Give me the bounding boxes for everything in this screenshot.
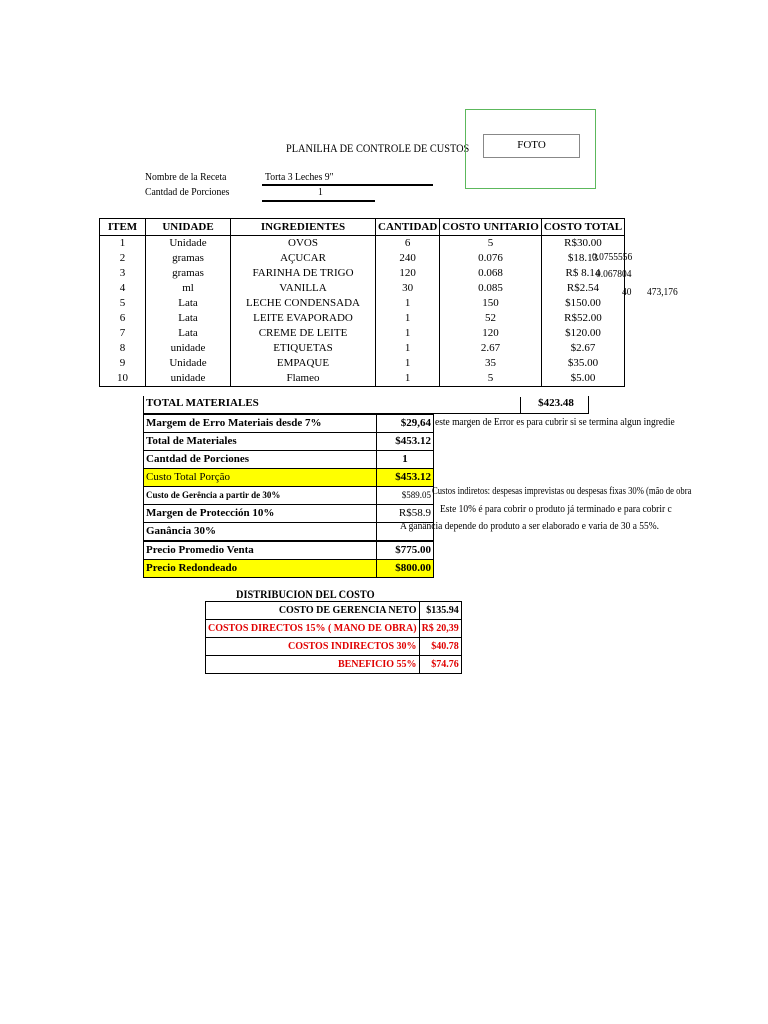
cell-ingredient: LEITE EVAPORADO <box>231 311 376 326</box>
cell-item: 5 <box>100 296 146 311</box>
cell-unit: ml <box>146 281 231 296</box>
cell-unit: Lata <box>146 311 231 326</box>
cell-unit-cost: 150 <box>440 296 541 311</box>
cell-total-cost: R$ 8.14 <box>541 266 624 281</box>
cell-total-cost: R$52.00 <box>541 311 624 326</box>
side-note-row3: 0.067804 <box>596 268 632 280</box>
distribution-value: $74.76 <box>419 656 461 674</box>
col-header-unit: UNIDADE <box>146 219 231 236</box>
summary-label: Ganância 30% <box>144 523 377 542</box>
summary-row <box>144 469 434 487</box>
cell-unit-cost: 2.67 <box>440 341 541 356</box>
table-row <box>100 296 625 311</box>
cell-item: 8 <box>100 341 146 356</box>
cell-quantity: 1 <box>376 326 440 341</box>
cell-unit: gramas <box>146 251 231 266</box>
cell-quantity: 120 <box>376 266 440 281</box>
summary-row <box>144 560 434 578</box>
summary-label: Precio Promedio Venta <box>144 541 377 560</box>
distribution-label: BENEFICIO 55% <box>206 656 420 674</box>
distribution-label: COSTO DE GERENCIA NETO <box>206 602 420 620</box>
ingredients-table <box>99 218 625 387</box>
cell-unit: unidade <box>146 341 231 356</box>
summary-value: 1 <box>377 451 434 469</box>
cell-ingredient: ETIQUETAS <box>231 341 376 356</box>
col-header-item: ITEM <box>100 219 146 236</box>
summary-label: Total de Materiales <box>144 433 377 451</box>
summary-row <box>144 505 434 523</box>
cell-quantity: 1 <box>376 341 440 356</box>
cell-quantity: 1 <box>376 311 440 326</box>
summary-value: $453.12 <box>377 433 434 451</box>
recipe-name-underline <box>262 184 433 186</box>
recipe-name-label: Nombre de la Receta <box>145 171 227 183</box>
recipe-name-value[interactable]: Torta 3 Leches 9" <box>265 171 334 183</box>
cell-item: 10 <box>100 371 146 387</box>
photo-placeholder: FOTO <box>483 134 580 158</box>
note-protection: Este 10% é para cobrir o produto já terminado e para cobrir c <box>440 503 672 515</box>
note-indirect-costs: Custos indiretos: despesas imprevistas ou despesas fixas 30% (mão de obra <box>432 486 692 497</box>
cell-quantity: 1 <box>376 371 440 387</box>
cell-ingredient: OVOS <box>231 236 376 252</box>
cell-unit: gramas <box>146 266 231 281</box>
summary-value: $800.00 <box>377 560 434 578</box>
distribution-label: COSTOS DIRECTOS 15% ( MANO DE OBRA) <box>206 620 420 638</box>
cell-unit-cost: 52 <box>440 311 541 326</box>
summary-row <box>144 487 434 505</box>
summary-value: $589.05 <box>377 487 434 505</box>
table-row <box>100 341 625 356</box>
sheet-title: PLANILHA DE CONTROLE DE CUSTOS <box>286 141 470 155</box>
table-row <box>100 326 625 341</box>
portions-underline <box>262 200 375 202</box>
cell-total-cost: R$30.00 <box>541 236 624 252</box>
summary-value: R$58.9 <box>377 505 434 523</box>
side-note-row4b: 473,176 <box>647 286 678 298</box>
summary-value: $775.00 <box>377 541 434 560</box>
cell-ingredient: VANILLA <box>231 281 376 296</box>
distribution-row <box>206 656 462 674</box>
note-profit: A ganância depende do produto a ser elaborado e varia de 30 a 55%. <box>400 520 660 532</box>
cell-unit-cost: 0.076 <box>440 251 541 266</box>
cell-total-cost: $2.67 <box>541 341 624 356</box>
cell-quantity: 1 <box>376 296 440 311</box>
table-row <box>100 371 625 387</box>
summary-table <box>143 414 434 578</box>
table-row <box>100 266 625 281</box>
cell-item: 3 <box>100 266 146 281</box>
cell-quantity: 1 <box>376 356 440 371</box>
cell-unit: Lata <box>146 326 231 341</box>
cell-total-cost: R$2.54 <box>541 281 624 296</box>
summary-value: $453.12 <box>377 469 434 487</box>
summary-label: Precio Redondeado <box>144 560 377 578</box>
cell-item: 1 <box>100 236 146 252</box>
summary-row <box>144 523 434 542</box>
cell-item: 7 <box>100 326 146 341</box>
cell-unit-cost: 0.085 <box>440 281 541 296</box>
side-note-row4a: 40 <box>622 286 632 298</box>
distribution-row <box>206 638 462 656</box>
cell-ingredient: FARINHA DE TRIGO <box>231 266 376 281</box>
side-note-row2: 0.0755556 <box>592 251 633 263</box>
cell-unit-cost: 120 <box>440 326 541 341</box>
cell-unit: Unidade <box>146 236 231 252</box>
table-row <box>100 356 625 371</box>
col-header-total-cost: COSTO TOTAL <box>541 219 624 236</box>
cell-unit: Unidade <box>146 356 231 371</box>
cell-total-cost: $18.13 <box>541 251 624 266</box>
distribution-value: R$ 20,39 <box>419 620 461 638</box>
col-header-ingredients: INGREDIENTES <box>231 219 376 236</box>
cell-ingredient: CREME DE LEITE <box>231 326 376 341</box>
cell-total-cost: $35.00 <box>541 356 624 371</box>
distribution-title: DISTRIBUCION DEL COSTO <box>236 587 375 601</box>
cell-item: 4 <box>100 281 146 296</box>
total-materials-label: TOTAL MATERIALES <box>146 397 259 409</box>
col-header-quantity: CANTIDAD <box>376 219 440 236</box>
total-materials-row <box>143 396 589 414</box>
cell-quantity: 6 <box>376 236 440 252</box>
cell-item: 6 <box>100 311 146 326</box>
cell-item: 9 <box>100 356 146 371</box>
table-row <box>100 251 625 266</box>
table-row <box>100 281 625 296</box>
distribution-table <box>205 601 462 674</box>
cell-unit-cost: 5 <box>440 236 541 252</box>
summary-label: Margen de Protección 10% <box>144 505 377 523</box>
cell-quantity: 240 <box>376 251 440 266</box>
summary-label: Margem de Erro Materiais desde 7% <box>144 415 377 433</box>
cell-unit: Lata <box>146 296 231 311</box>
distribution-row <box>206 620 462 638</box>
cell-total-cost: $150.00 <box>541 296 624 311</box>
cell-ingredient: Flameo <box>231 371 376 387</box>
distribution-row <box>206 602 462 620</box>
cell-quantity: 30 <box>376 281 440 296</box>
cell-unit-cost: 5 <box>440 371 541 387</box>
distribution-value: $40.78 <box>419 638 461 656</box>
portions-value[interactable]: 1 <box>318 186 323 198</box>
summary-row <box>144 451 434 469</box>
cell-item: 2 <box>100 251 146 266</box>
cell-total-cost: $5.00 <box>541 371 624 387</box>
total-materials-value: $423.48 <box>520 397 591 413</box>
cell-total-cost: $120.00 <box>541 326 624 341</box>
summary-value: $29,64 <box>377 415 434 433</box>
cell-ingredient: LECHE CONDENSADA <box>231 296 376 311</box>
cell-unit-cost: 35 <box>440 356 541 371</box>
col-header-unit-cost: COSTO UNITARIO <box>440 219 541 236</box>
portions-label: Cantdad de Porciones <box>145 186 230 198</box>
summary-label: Custo de Gerência a partir de 30% <box>144 487 377 505</box>
table-row <box>100 236 625 252</box>
cell-ingredient: EMPAQUE <box>231 356 376 371</box>
cell-unit: unidade <box>146 371 231 387</box>
cell-unit-cost: 0.068 <box>440 266 541 281</box>
summary-label: Cantdad de Porciones <box>144 451 377 469</box>
table-header-row <box>100 219 625 236</box>
table-row <box>100 311 625 326</box>
summary-label: Custo Total Porção <box>144 469 377 487</box>
distribution-value: $135.94 <box>419 602 461 620</box>
note-margin: este margen de Error es para cubrir si se termina algun ingredie <box>435 416 675 428</box>
cell-ingredient: AÇUCAR <box>231 251 376 266</box>
summary-row <box>144 415 434 433</box>
distribution-label: COSTOS INDIRECTOS 30% <box>206 638 420 656</box>
summary-row <box>144 541 434 560</box>
summary-row <box>144 433 434 451</box>
